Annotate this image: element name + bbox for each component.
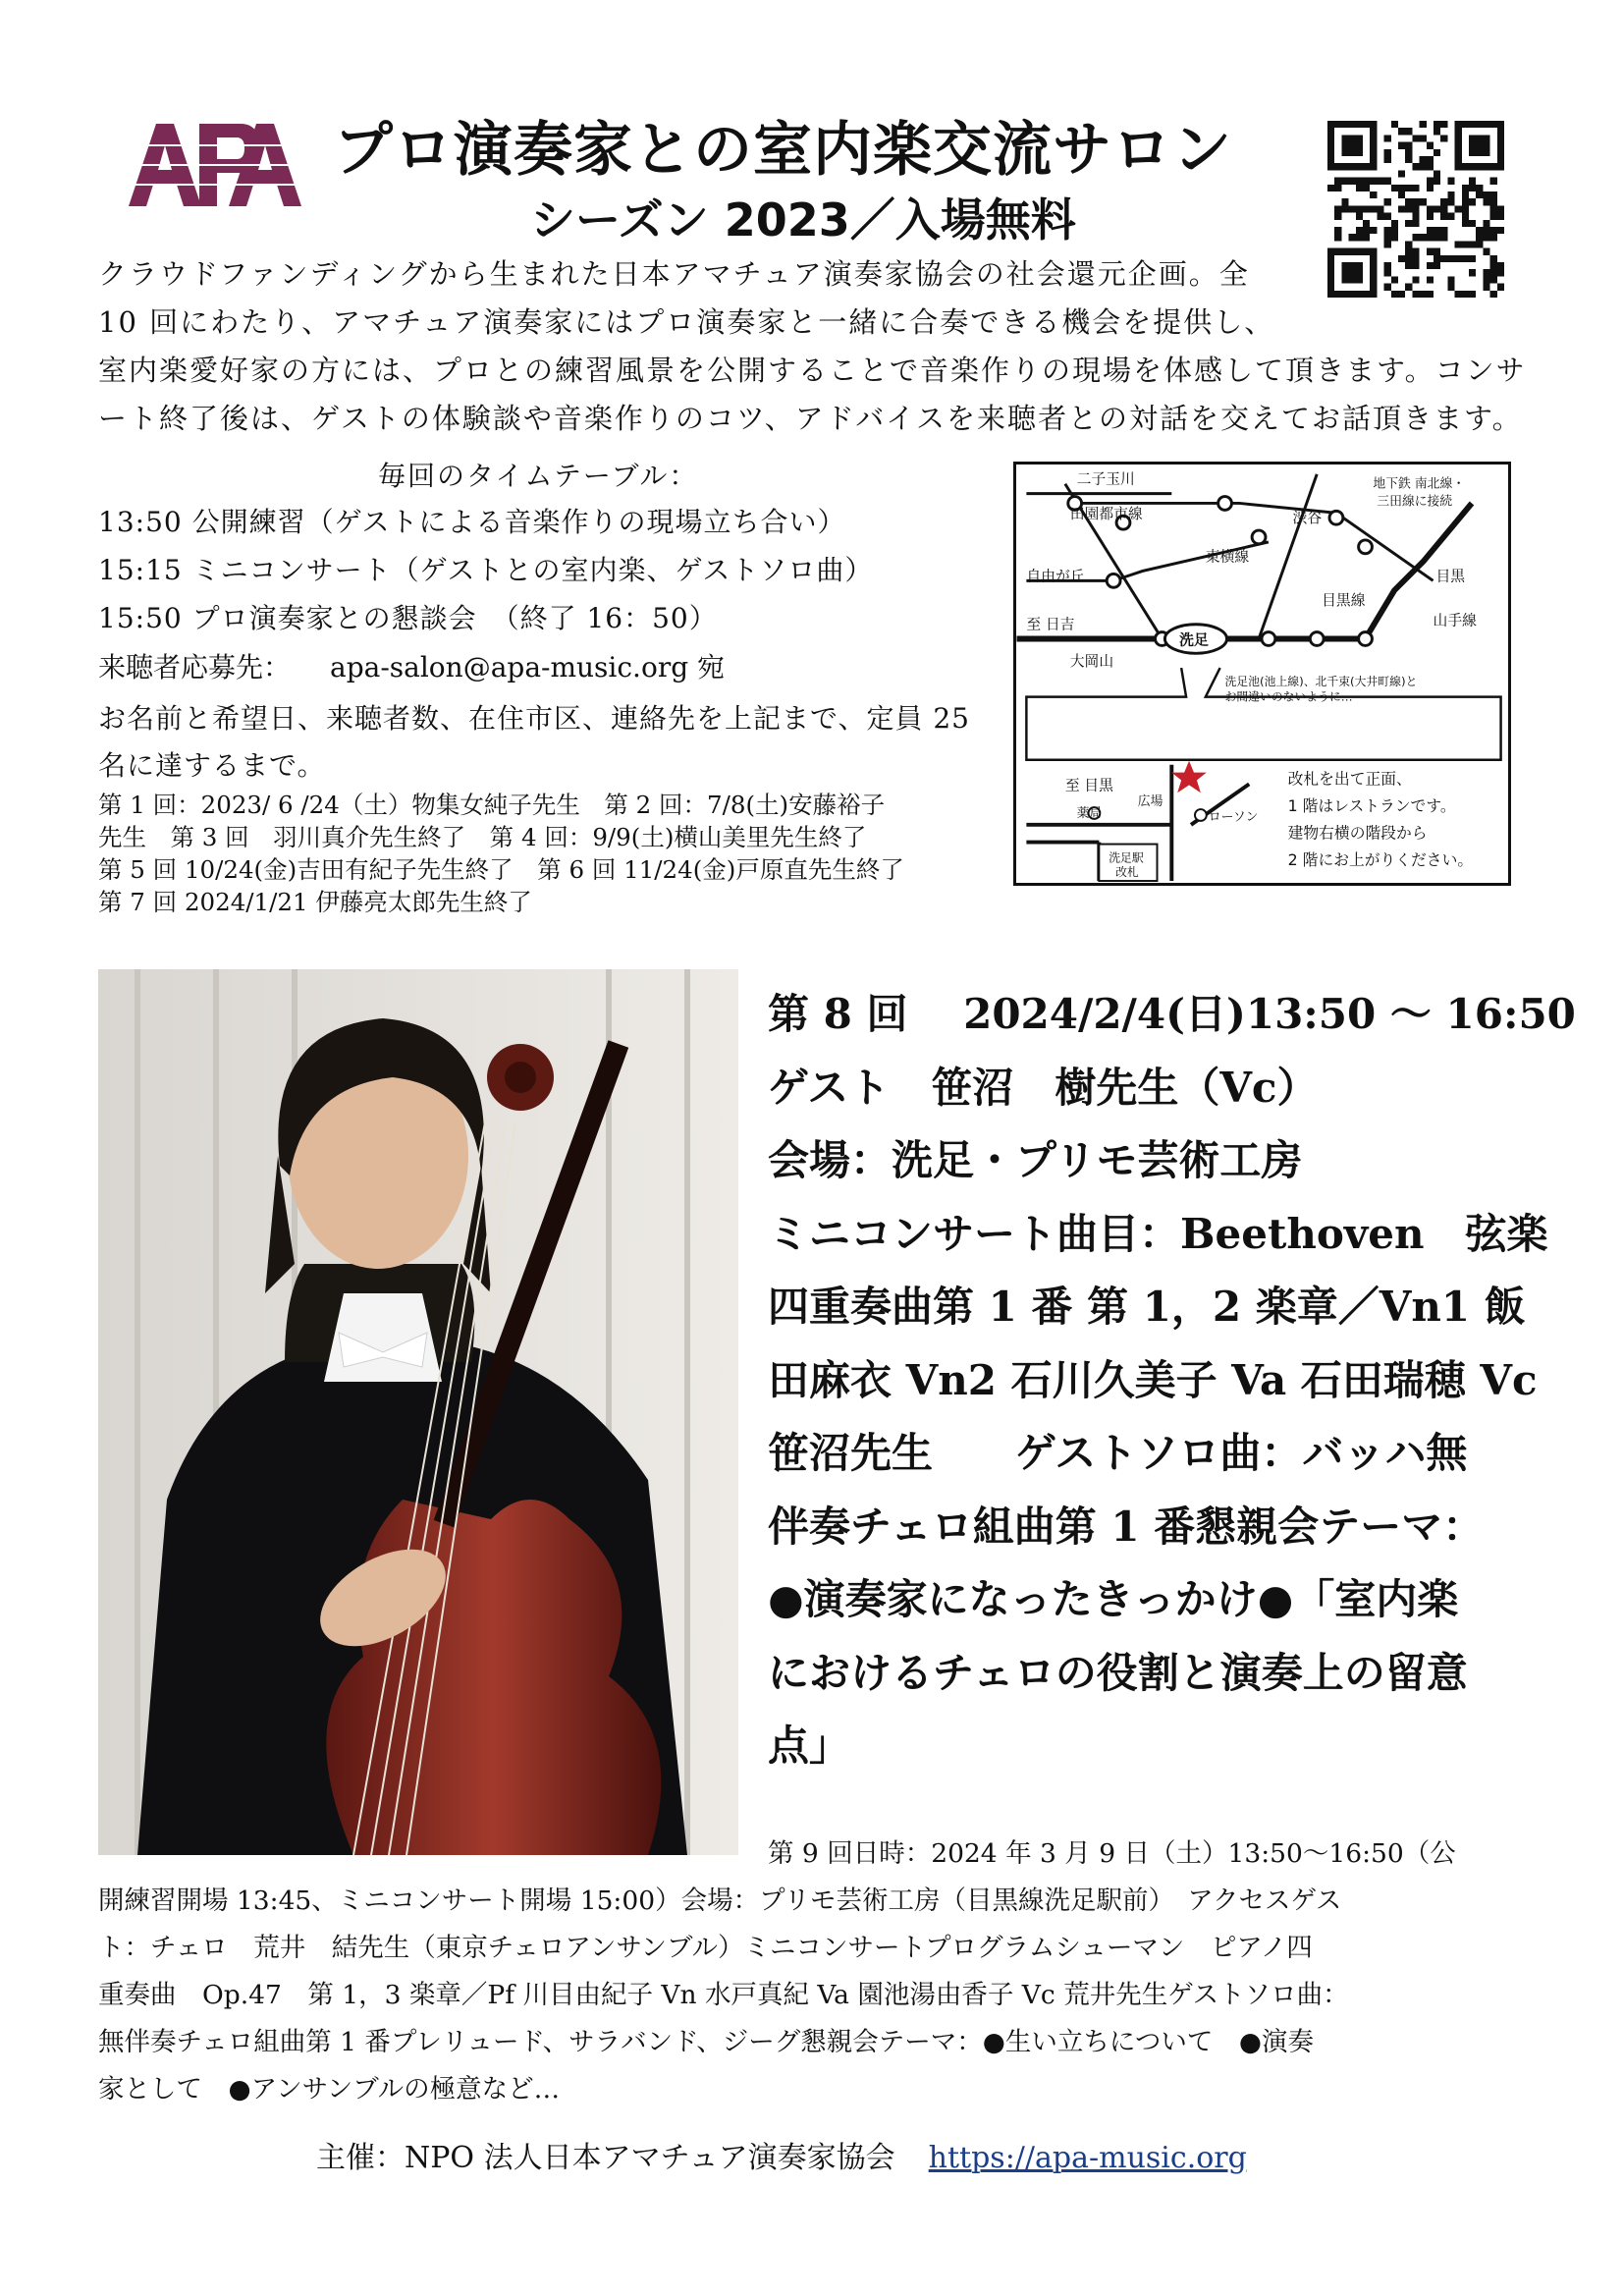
intro-line: 10 回にわたり、アマチュア演奏家にはプロ演奏家と一緒に合奏できる機会を提供し、 [98,305,1275,339]
event-line: ミニコンサート曲目：Beethoven 弦楽 [768,1209,1548,1258]
event-line: におけるチェロの役割と演奏上の留意 [768,1648,1468,1697]
schedule-line: 第 1 回：2023/ 6 /24（土）物集女純子先生 第 2 回：7/8(土)安藤裕子 [98,791,886,819]
map-label: 三田線に接続 [1377,494,1453,510]
apa-logo [123,116,309,212]
map-label: 地下鉄 南北線・ [1373,476,1466,492]
map-label: 田園都市線 [1069,506,1143,523]
map-label: 目黒線 [1322,591,1366,609]
event-line: 点」 [768,1722,851,1770]
map-label: 薬局 [1076,805,1103,821]
map-label: 2 階にお上がりください。 [1287,850,1474,870]
access-map [1013,462,1511,886]
map-label: 目黒 [1435,568,1466,585]
map-label: 至 目黒 [1064,777,1113,794]
schedule-line: 先生 第 3 回 羽川真介先生終了 第 4 回：9/9(土)横山美里先生終了 [98,823,867,851]
map-label: 改札 [1115,865,1139,880]
timetable-title: 毎回のタイムテーブル： [378,460,699,492]
map-label: 改札を出て正面、 [1287,769,1412,789]
map-label: ローソン [1208,809,1259,825]
apply-suffix: 宛 [697,651,726,683]
next-event [98,1831,1532,2113]
event-line: ゲスト 笹沼 樹先生（Vc） [768,1063,1319,1112]
apply-line [98,646,725,685]
next-line: ト：チェロ 荒井 結先生（東京チェロアンサンブル）ミニコンサートプログラムシューマン ピアノ四 [98,1933,1313,1963]
intro-line: ート終了後は、ゲストの体験談や音楽作りのコツ、アドバイスを来聴者との対話を交えてお話頂きます。 [98,402,1523,435]
event-line: 田麻衣 Vn2 石川久美子 Va 石田瑞穂 Vc [768,1355,1538,1404]
next-line: 重奏曲 Op.47 第 1，3 楽章／Pf 川目由紀子 Vn 水戸真紀 Va 園池湯由香子 Vc 荒井先生ゲストソロ曲： [98,1980,1349,2010]
website-link[interactable]: https://apa-music.org [928,2141,1247,2175]
map-label: 山手線 [1433,612,1477,629]
footer [316,2133,1247,2176]
event-line: 伴奏チェロ組曲第 1 番懇親会テーマ： [768,1502,1485,1551]
intro-line: クラウドファンディングから生まれた日本アマチュア演奏家協会の社会還元企画。全 [98,257,1250,291]
page-title: プロ演奏家との室内楽交流サロン [334,116,1232,185]
event-line: ●演奏家になったきっかけ●「室内楽 [768,1575,1459,1623]
next-line: 無伴奏チェロ組曲第 1 番プレリュード、サラバンド、ジーグ懇親会テーマ：●生い立ちについて ●演奏 [98,2027,1315,2057]
map-label: 渋谷 [1292,510,1323,527]
map-label: 建物右横の階段から [1287,823,1428,843]
timetable-item: 13:50 公開練習（ゲストによる音楽作りの現場立ち合い） [98,506,846,538]
apply-note: お名前と希望日、来聴者数、在住市区、連絡先を上記まで、定員 25 名に達するまで。 [98,702,970,782]
event-line: 第 8 回 2024/2/4(日)13:50 〜 16:50 [768,990,1576,1038]
event-line: 笹沼先生 ゲストソロ曲：バッハ無 [768,1429,1468,1477]
map-label: 広場 [1137,794,1163,810]
past-schedule [98,789,1001,918]
timetable-item: 15:15 ミニコンサート（ゲストとの室内楽、ゲストソロ曲） [98,554,874,586]
next-line: 開練習開場 13:45、ミニコンサート開場 15:00）会場：プリモ芸術工房（目黒線洗足駅前） アクセスゲス [98,1886,1342,1916]
event-details [768,978,1576,1783]
next-line: 第 9 回日時：2024 年 3 月 9 日（土）13:50〜16:50（公 [768,1838,1456,1869]
map-label: 1 階はレストランです。 [1287,796,1456,816]
event-line: 会場：洗足・プリモ芸術工房 [768,1136,1303,1184]
schedule-line: 第 7 回 2024/1/21 伊藤亮太郎先生終了 [98,888,532,916]
organizer: 主催：NPO 法人日本アマチュア演奏家協会 [316,2141,895,2175]
map-label: お間違いのないように… [1224,689,1353,704]
map-label: 洗足駅 [1109,850,1144,865]
page-subtitle: シーズン 2023／入場無料 [530,193,1076,246]
intro-line: 室内楽愛好家の方には、プロとの練習風景を公開することで音楽作りの現場を体感して頂きます。コンサ [98,354,1527,387]
map-label: 二子玉川 [1076,470,1135,488]
map-label: 大岡山 [1069,653,1114,671]
map-label: 至 日吉 [1026,616,1075,633]
next-line: 家として ●アンサンブルの極意など… [98,2074,561,2105]
event-line: 四重奏曲第 1 番 第 1，2 楽章／Vn1 飯 [768,1283,1526,1331]
map-label: 東横線 [1205,548,1250,566]
apply-label: 来聴者応募先： [98,651,292,683]
map-label: 自由が丘 [1026,568,1085,585]
apply-email-link[interactable]: apa-salon@apa-music.org [330,651,689,683]
guest-photo [98,969,738,1855]
schedule-line: 第 5 回 10/24(金)吉田有紀子先生終了 第 6 回 11/24(金)戸原直先生終了 [98,855,904,884]
intro-text [98,250,1542,443]
timetable-item: 15:50 プロ演奏家との懇談会 （終了 16：50） [98,602,718,634]
map-label: 洗足 [1179,631,1209,649]
map-label: 洗足池(池上線)、北千束(大井町線)と [1224,674,1418,688]
